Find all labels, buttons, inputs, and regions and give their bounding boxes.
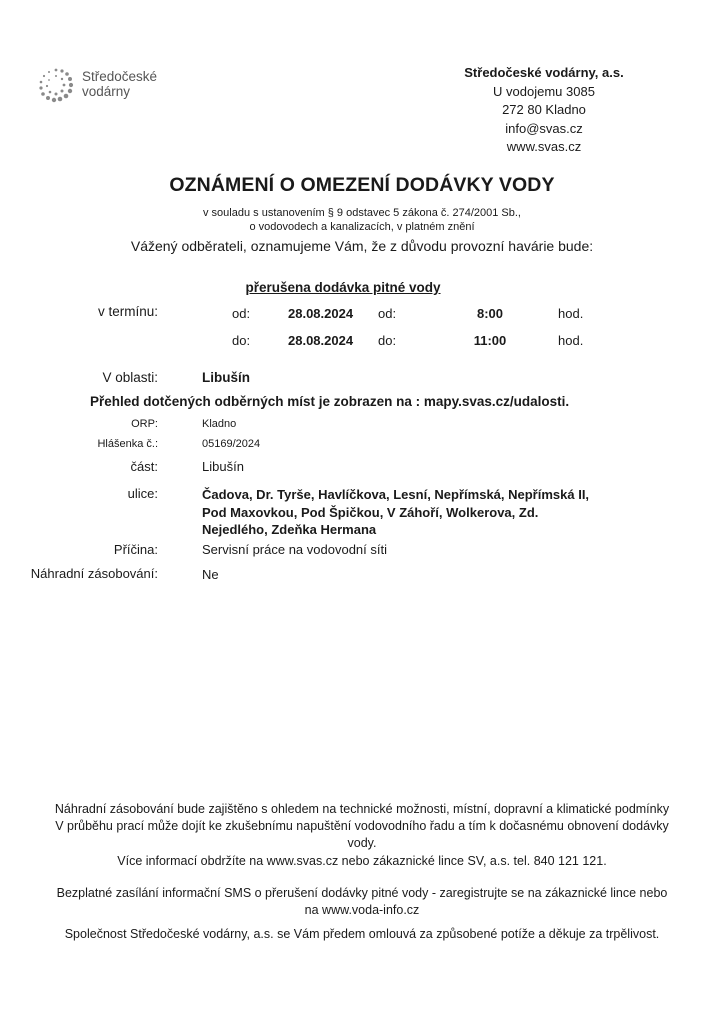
footer-paragraph-1	[0, 801, 724, 852]
replacement-supply-label: Náhradní zásobování:	[30, 566, 158, 581]
to-date-label: do:	[232, 333, 251, 348]
law-reference	[0, 206, 724, 234]
to-unit: hod.	[558, 333, 584, 348]
dotted-circle-logo-icon	[36, 66, 76, 106]
footer-contact-info: Více informací obdržíte na www.svas.cz nebo zákaznické lince SV, a.s. tel. 840 121 121.	[117, 854, 607, 868]
schedule-label: v termínu:	[97, 304, 158, 319]
company-city: 272 80 Kladno	[502, 102, 586, 117]
cause-value: Servisní práce na vodovodní síti	[202, 542, 387, 557]
logo-line-1: Středočeské	[82, 69, 158, 84]
company-web: www.svas.cz	[506, 139, 582, 154]
from-date: 28.08.2024	[288, 306, 354, 321]
company-address	[424, 64, 664, 157]
from-time-label: od:	[378, 306, 397, 321]
orp-label: ORP:	[131, 418, 158, 430]
from-date-label: od:	[232, 306, 251, 321]
from-unit: hod.	[558, 306, 584, 321]
footer-p1-line-2: V průběhu prací může dojít ke zkušebnímu napuštění vodovodního řadu a tím k dočasnému obnovení dodávky	[55, 819, 669, 833]
report-number-label: Hlášenka č.:	[97, 438, 158, 450]
footer-p3-line-2: na www.voda-info.cz	[304, 903, 420, 917]
logo-line-2: vodárny	[82, 84, 131, 99]
overview-link-text: Přehled dotčených odběrných míst je zobrazen na : mapy.svas.cz/udalosti.	[90, 394, 570, 409]
law-line-2: o vodovodech a kanalizacích, v platném znění	[249, 221, 475, 233]
company-logo	[36, 66, 176, 106]
footer-apology: Společnost Středočeské vodárny, a.s. se Vám předem omlouvá za způsobené potíže a děkuje za trpělivost.	[64, 927, 660, 941]
footer-p3-line-1: Bezplatné zasílání informační SMS o přerušení dodávky pitné vody - zaregistrujte se na zákaznické lince nebo	[56, 886, 668, 900]
orp-value: Kladno	[202, 418, 237, 430]
streets-line-2: Pod Maxovkou, Pod Špičkou, V Záhoří, Wolkerova, Zd.	[202, 504, 539, 520]
company-street: U vodojemu 3085	[493, 83, 595, 99]
to-time: 11:00	[473, 333, 507, 348]
area-label: V oblasti:	[102, 370, 158, 385]
footer-p1-line-1: Náhradní zásobování bude zajištěno s ohledem na technické možnosti, místní, dopravní a klimatické podmínky	[54, 802, 670, 816]
to-time-label: do:	[378, 333, 397, 348]
interruption-heading: přerušena dodávka pitné vody	[245, 280, 441, 295]
logo-wordmark	[82, 69, 157, 99]
law-line-1: v souladu s ustanovením § 9 odstavec 5 zákona č. 274/2001 Sb.,	[203, 207, 521, 219]
to-date: 28.08.2024	[288, 333, 354, 348]
from-time: 8:00	[476, 306, 504, 321]
greeting: Vážený odběrateli, oznamujeme Vám, že z důvodu provozní havárie bude:	[130, 238, 594, 254]
streets-label: ulice:	[127, 486, 158, 501]
streets-line-1: Čadova, Dr. Tyrše, Havlíčkova, Lesní, Nepřímská, Nepřímská II,	[202, 487, 590, 502]
notice-title: OZNÁMENÍ O OMEZENÍ DODÁVKY VODY	[169, 174, 555, 196]
cause-label: Příčina:	[113, 542, 158, 557]
streets-line-3: Nejedlého, Zdeňka Hermana	[202, 522, 377, 537]
company-email: info@svas.cz	[505, 120, 583, 136]
area-value: Libušín	[202, 370, 250, 385]
footer-p1-line-3: vody.	[347, 836, 377, 850]
footer-sms-info	[0, 885, 724, 919]
part-label: část:	[130, 459, 158, 474]
report-number-value: 05169/2024	[202, 438, 261, 450]
streets-value	[202, 486, 589, 539]
company-name: Středočeské vodárny, a.s.	[464, 65, 624, 80]
part-value: Libušín	[202, 459, 244, 474]
replacement-supply-value: Ne	[202, 567, 219, 582]
